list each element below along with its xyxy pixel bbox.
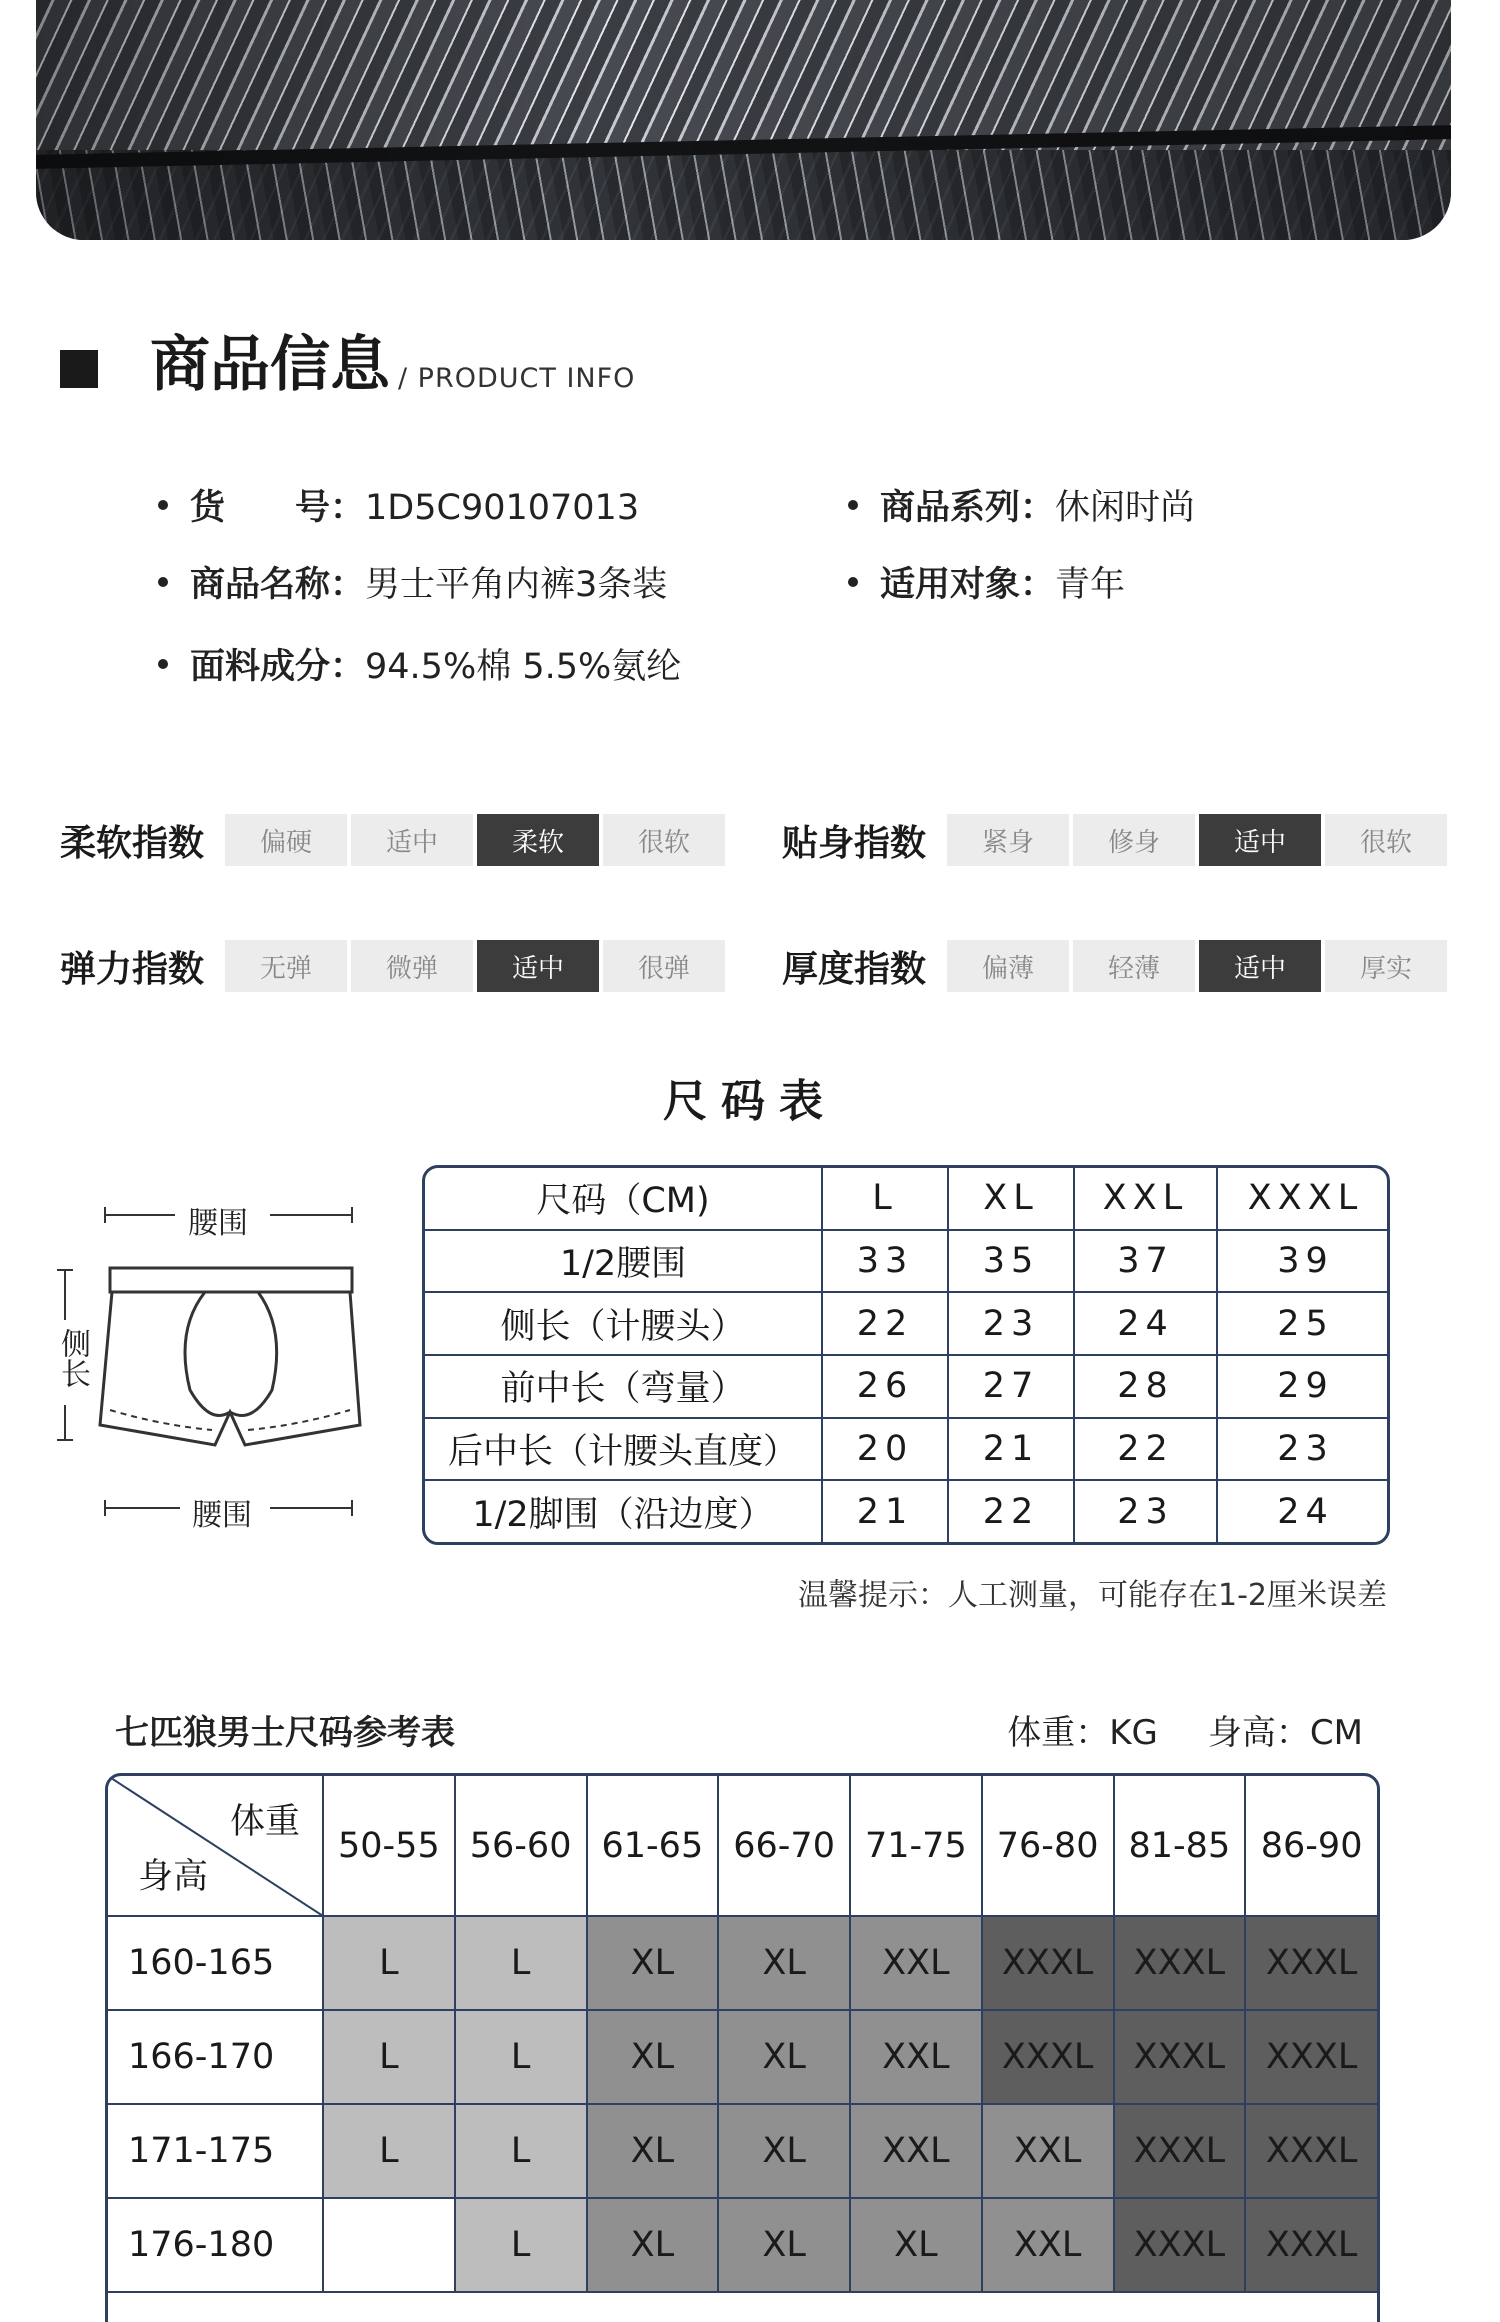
size-cell: L bbox=[455, 2104, 587, 2198]
value-cell: 23 bbox=[1217, 1418, 1390, 1481]
header-cell: XXL bbox=[1074, 1168, 1217, 1230]
value-cell: 28 bbox=[1074, 1355, 1217, 1418]
size-cell: XL bbox=[718, 2010, 850, 2104]
index-label: 贴身指数 bbox=[782, 822, 927, 864]
bullet-dot-icon bbox=[848, 500, 858, 510]
index-option-selected: 适中 bbox=[477, 940, 599, 992]
index-option: 很软 bbox=[603, 814, 725, 866]
index-option: 紧身 bbox=[947, 814, 1069, 866]
value-cell: 25 bbox=[1217, 1292, 1390, 1355]
size-cell: L bbox=[455, 2010, 587, 2104]
header-cell: L bbox=[822, 1168, 948, 1230]
info-item-sku bbox=[158, 486, 639, 530]
section-title-cn: 商品信息 bbox=[150, 330, 390, 400]
section-title-en: / PRODUCT INFO bbox=[398, 363, 636, 394]
bullet-dot-icon bbox=[158, 500, 168, 510]
bullet-dot-icon bbox=[158, 577, 168, 587]
index-option: 很软 bbox=[1325, 814, 1447, 866]
size-cell: L bbox=[323, 2104, 455, 2198]
index-option: 轻薄 bbox=[1073, 940, 1195, 992]
index-option-selected: 适中 bbox=[1199, 814, 1321, 866]
weight-header: 86-90 bbox=[1245, 1776, 1377, 1916]
index-thickness bbox=[782, 940, 1451, 992]
size-cell: L bbox=[455, 1916, 587, 2010]
value-cell: 22 bbox=[1074, 1418, 1217, 1481]
table-row bbox=[108, 2010, 1377, 2104]
index-fit bbox=[782, 814, 1451, 866]
size-cell: L bbox=[455, 2198, 587, 2292]
size-cell: XXXL bbox=[982, 1916, 1114, 2010]
bullet-dot-icon bbox=[848, 577, 858, 587]
size-cell: XXL bbox=[850, 2010, 982, 2104]
measurement-diagram bbox=[40, 1180, 380, 1540]
photo-shade bbox=[36, 0, 1451, 240]
info-item-audience bbox=[848, 563, 1125, 607]
height-label: 171-175 bbox=[108, 2104, 323, 2198]
index-option: 适中 bbox=[351, 814, 473, 866]
size-cell: XXXL bbox=[1245, 2104, 1377, 2198]
table-row bbox=[108, 1916, 1377, 2010]
bullet-dot-icon bbox=[158, 659, 168, 669]
size-cell: XXL bbox=[850, 2104, 982, 2198]
info-label: 货 号： bbox=[190, 488, 366, 528]
height-label: 176-180 bbox=[108, 2198, 323, 2292]
row-label: 前中长（弯量） bbox=[425, 1355, 822, 1418]
info-item-series bbox=[848, 486, 1195, 530]
weight-header: 81-85 bbox=[1114, 1776, 1246, 1916]
index-option: 很弹 bbox=[603, 940, 725, 992]
size-table-header bbox=[425, 1168, 1390, 1230]
corner-weight-label: 体重 bbox=[229, 1802, 300, 1842]
size-cell: XXL bbox=[982, 2198, 1114, 2292]
size-cell: XL bbox=[718, 1916, 850, 2010]
table-row bbox=[425, 1292, 1390, 1355]
index-option: 修身 bbox=[1073, 814, 1195, 866]
table-row bbox=[425, 1418, 1390, 1481]
info-label: 适用对象： bbox=[880, 565, 1056, 605]
section-title bbox=[60, 330, 635, 400]
header-cell: 尺码（CM) bbox=[425, 1168, 822, 1230]
size-chart-title: 尺码表 bbox=[663, 1076, 837, 1127]
square-bullet-icon bbox=[60, 350, 98, 388]
size-cell: XXXL bbox=[1114, 2104, 1246, 2198]
info-item-fabric bbox=[158, 645, 681, 689]
info-label: 商品系列： bbox=[880, 488, 1056, 528]
size-cell: XL bbox=[587, 2104, 719, 2198]
info-value: 男士平角内裤3条装 bbox=[365, 565, 668, 605]
index-option-selected: 柔软 bbox=[477, 814, 599, 866]
index-label: 厚度指数 bbox=[782, 948, 927, 990]
size-cell: XXL bbox=[982, 2104, 1114, 2198]
height-label: 166-170 bbox=[108, 2010, 323, 2104]
size-cell: L bbox=[323, 1916, 455, 2010]
value-cell: 29 bbox=[1217, 1355, 1390, 1418]
value-cell: 21 bbox=[822, 1480, 948, 1542]
size-table bbox=[422, 1165, 1390, 1545]
size-cell: XXXL bbox=[1114, 2010, 1246, 2104]
size-cell: XXXL bbox=[1245, 1916, 1377, 2010]
info-label: 面料成分： bbox=[190, 647, 366, 687]
value-cell: 24 bbox=[1217, 1480, 1390, 1542]
index-label: 弹力指数 bbox=[60, 948, 205, 990]
weight-header: 50-55 bbox=[323, 1776, 455, 1916]
size-cell: XL bbox=[850, 2198, 982, 2292]
reference-header-row bbox=[108, 1776, 1377, 1916]
reference-table bbox=[105, 1773, 1380, 2322]
value-cell: 22 bbox=[948, 1480, 1074, 1542]
diagram-label-waist-bottom: 腰围 bbox=[192, 1498, 252, 1533]
index-option: 厚实 bbox=[1325, 940, 1447, 992]
reference-title: 七匹狼男士尺码参考表 bbox=[115, 1713, 455, 1753]
value-cell: 35 bbox=[948, 1230, 1074, 1293]
corner-height-label: 身高 bbox=[138, 1857, 209, 1897]
size-cell: XL bbox=[587, 1916, 719, 2010]
weight-header: 61-65 bbox=[587, 1776, 719, 1916]
value-cell: 26 bbox=[822, 1355, 948, 1418]
index-option: 无弹 bbox=[225, 940, 347, 992]
row-label: 侧长（计腰头） bbox=[425, 1292, 822, 1355]
header-cell: XXXL bbox=[1217, 1168, 1390, 1230]
size-cell: XXXL bbox=[1245, 2198, 1377, 2292]
info-label: 商品名称： bbox=[190, 565, 366, 605]
table-row bbox=[108, 2198, 1377, 2292]
value-cell: 37 bbox=[1074, 1230, 1217, 1293]
size-cell: XL bbox=[587, 2198, 719, 2292]
info-value: 休闲时尚 bbox=[1055, 488, 1196, 528]
weight-header: 76-80 bbox=[982, 1776, 1114, 1916]
info-value: 青年 bbox=[1055, 565, 1126, 605]
value-cell: 20 bbox=[822, 1418, 948, 1481]
value-cell: 23 bbox=[1074, 1480, 1217, 1542]
size-cell: XL bbox=[718, 2198, 850, 2292]
diagram-label-side: 侧长 bbox=[55, 1328, 90, 1388]
reference-units bbox=[957, 1705, 1363, 1754]
value-cell: 23 bbox=[948, 1292, 1074, 1355]
corner-cell bbox=[108, 1776, 323, 1916]
size-cell: XXL bbox=[850, 1916, 982, 2010]
index-elasticity bbox=[60, 940, 729, 992]
product-fabric-photo bbox=[36, 0, 1451, 240]
info-value: 94.5%棉 5.5%氨纶 bbox=[365, 647, 682, 687]
size-cell: XL bbox=[587, 2010, 719, 2104]
unit-weight: 体重：KG bbox=[1007, 1713, 1158, 1753]
size-cell: XXXL bbox=[1114, 1916, 1246, 2010]
header-cell: XL bbox=[948, 1168, 1074, 1230]
size-cell: XXXL bbox=[1245, 2010, 1377, 2104]
table-row bbox=[425, 1230, 1390, 1293]
index-option-selected: 适中 bbox=[1199, 940, 1321, 992]
size-cell bbox=[323, 2198, 455, 2292]
unit-height: 身高：CM bbox=[1207, 1713, 1363, 1753]
value-cell: 39 bbox=[1217, 1230, 1390, 1293]
value-cell: 33 bbox=[822, 1230, 948, 1293]
index-label: 柔软指数 bbox=[60, 822, 205, 864]
index-option: 微弹 bbox=[351, 940, 473, 992]
info-value: 1D5C90107013 bbox=[365, 488, 640, 528]
weight-header: 71-75 bbox=[850, 1776, 982, 1916]
weight-header: 66-70 bbox=[718, 1776, 850, 1916]
index-option: 偏薄 bbox=[947, 940, 1069, 992]
info-item-name bbox=[158, 563, 667, 607]
value-cell: 27 bbox=[948, 1355, 1074, 1418]
table-row bbox=[425, 1355, 1390, 1418]
size-cell: XXXL bbox=[982, 2010, 1114, 2104]
weight-header: 56-60 bbox=[455, 1776, 587, 1916]
value-cell: 24 bbox=[1074, 1292, 1217, 1355]
table-row bbox=[108, 2104, 1377, 2198]
value-cell: 21 bbox=[948, 1418, 1074, 1481]
row-label: 后中长（计腰头直度） bbox=[425, 1418, 822, 1481]
diagram-label-waist-top: 腰围 bbox=[188, 1206, 248, 1241]
row-label: 1/2脚围（沿边度） bbox=[425, 1480, 822, 1542]
value-cell: 22 bbox=[822, 1292, 948, 1355]
height-label: 160-165 bbox=[108, 1916, 323, 2010]
table-row bbox=[425, 1480, 1390, 1542]
index-option: 偏硬 bbox=[225, 814, 347, 866]
size-cell: XL bbox=[718, 2104, 850, 2198]
index-softness bbox=[60, 814, 729, 866]
measurement-tip: 温馨提示：人工测量，可能存在1-2厘米误差 bbox=[798, 1578, 1387, 1613]
row-label: 1/2腰围 bbox=[425, 1230, 822, 1293]
size-cell: XXXL bbox=[1114, 2198, 1246, 2292]
size-cell: L bbox=[323, 2010, 455, 2104]
